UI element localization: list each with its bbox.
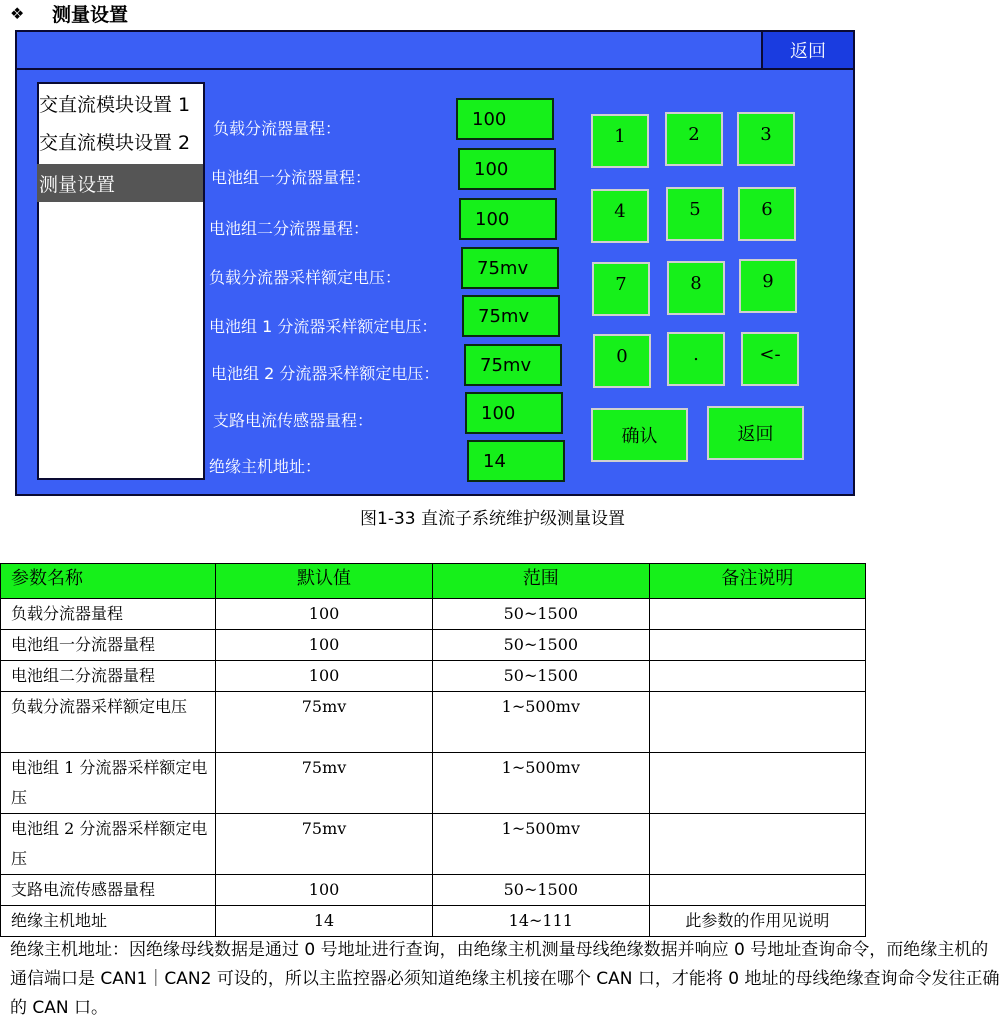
param-name: 负载分流器量程 xyxy=(1,599,216,630)
top-back-button[interactable]: 返回 xyxy=(761,32,853,70)
field-label-branch-current-sensor: 支路电流传感器量程： xyxy=(213,411,374,430)
figure-caption: 图1-33 直流子系统维护级测量设置 xyxy=(360,509,625,529)
param-default: 100 xyxy=(216,875,433,906)
param-default: 75mv xyxy=(216,814,433,875)
table-row xyxy=(1,661,866,692)
table-row xyxy=(1,753,866,814)
load-shunt-voltage-field[interactable]: 75mv xyxy=(461,247,559,289)
param-note xyxy=(649,661,865,692)
load-shunt-range-field[interactable]: 100 xyxy=(456,98,554,140)
battery1-shunt-range-field[interactable]: 100 xyxy=(458,148,556,190)
panel-top-bar xyxy=(17,32,853,70)
confirm-button[interactable]: 确认 xyxy=(591,408,688,462)
field-label-battery1-shunt-range: 电池组一分流器量程： xyxy=(211,168,372,187)
param-name: 电池组 2 分流器采样额定电压 xyxy=(1,814,216,875)
table-row xyxy=(1,814,866,875)
param-range: 1~500mv xyxy=(432,692,649,753)
settings-menu xyxy=(37,82,205,480)
hmi-panel xyxy=(15,30,855,496)
field-label-battery2-shunt-voltage: 电池组 2 分流器采样额定电压： xyxy=(211,364,440,383)
battery2-shunt-voltage-field[interactable]: 75mv xyxy=(464,344,562,386)
battery1-shunt-voltage-field[interactable]: 75mv xyxy=(462,295,560,337)
menu-item-measurement[interactable]: 测量设置 xyxy=(37,164,203,202)
header-note: 备注说明 xyxy=(649,564,865,599)
back-button[interactable]: 返回 xyxy=(707,406,804,460)
param-name: 电池组一分流器量程 xyxy=(1,630,216,661)
param-note xyxy=(649,630,865,661)
param-name: 电池组二分流器量程 xyxy=(1,661,216,692)
param-default: 100 xyxy=(216,661,433,692)
param-range: 14~111 xyxy=(432,906,649,937)
field-label-battery1-shunt-voltage: 电池组 1 分流器采样额定电压： xyxy=(209,317,438,336)
keypad-key-4[interactable]: 4 xyxy=(591,189,649,243)
menu-item-acdc-module-2[interactable]: 交直流模块设置 2 xyxy=(39,131,191,154)
param-note xyxy=(649,599,865,630)
keypad-key-1[interactable]: 1 xyxy=(591,114,649,168)
param-default: 75mv xyxy=(216,692,433,753)
keypad-key-5[interactable]: 5 xyxy=(666,187,724,241)
param-note xyxy=(649,692,865,753)
param-name: 负载分流器采样额定电压 xyxy=(1,692,216,753)
field-label-battery2-shunt-range: 电池组二分流器量程： xyxy=(209,219,370,238)
param-default: 100 xyxy=(216,630,433,661)
param-range: 50~1500 xyxy=(432,875,649,906)
param-name: 绝缘主机地址 xyxy=(1,906,216,937)
diamond-bullet-icon: ❖ xyxy=(10,3,25,23)
header-param-name: 参数名称 xyxy=(1,564,216,599)
param-range: 50~1500 xyxy=(432,630,649,661)
battery2-shunt-range-field[interactable]: 100 xyxy=(459,198,557,240)
keypad-key-3[interactable]: 3 xyxy=(737,112,795,166)
keypad-backspace-key[interactable]: <- xyxy=(741,332,799,386)
explanation-paragraph: 绝缘主机地址：因绝缘母线数据是通过 0 号地址进行查询，由绝缘主机测量母线绝缘数据并响应 0 号地址查询命令，而绝缘主机的通信端口是 CAN1｜CAN2 可设的，所以主监控器必须知道绝缘主机接在哪个 CAN 口，才能将 0 地址的母线绝缘查询命令发往正确的 CAN 口。 xyxy=(10,940,1000,1018)
param-range: 1~500mv xyxy=(432,753,649,814)
param-range: 1~500mv xyxy=(432,814,649,875)
field-label-load-shunt-voltage: 负载分流器采样额定电压： xyxy=(209,268,402,287)
table-row xyxy=(1,875,866,906)
section-heading xyxy=(10,0,128,26)
keypad-key-0[interactable]: 0 xyxy=(593,334,651,388)
param-name: 电池组 1 分流器采样额定电压 xyxy=(1,753,216,814)
table-row xyxy=(1,630,866,661)
field-label-insulation-host-address: 绝缘主机地址： xyxy=(209,457,322,476)
menu-item-acdc-module-1[interactable]: 交直流模块设置 1 xyxy=(39,93,191,116)
keypad-key-dot[interactable]: . xyxy=(667,332,725,386)
param-note xyxy=(649,753,865,814)
table-row xyxy=(1,906,866,937)
param-note xyxy=(649,875,865,906)
parameter-table xyxy=(0,563,866,937)
table-header-row xyxy=(1,564,866,599)
keypad-key-7[interactable]: 7 xyxy=(592,262,650,316)
keypad-key-9[interactable]: 9 xyxy=(739,259,797,313)
param-note xyxy=(649,814,865,875)
param-range: 50~1500 xyxy=(432,661,649,692)
table-row xyxy=(1,599,866,630)
keypad-key-2[interactable]: 2 xyxy=(665,112,723,166)
table-row xyxy=(1,692,866,753)
keypad-key-8[interactable]: 8 xyxy=(667,261,725,315)
section-title: 测量设置 xyxy=(52,3,129,26)
insulation-host-address-field[interactable]: 14 xyxy=(467,440,565,482)
branch-current-sensor-field[interactable]: 100 xyxy=(465,392,563,434)
param-range: 50~1500 xyxy=(432,599,649,630)
param-default: 14 xyxy=(216,906,433,937)
param-default: 100 xyxy=(216,599,433,630)
header-default-value: 默认值 xyxy=(216,564,433,599)
param-name: 支路电流传感器量程 xyxy=(1,875,216,906)
field-label-load-shunt-range: 负载分流器量程： xyxy=(213,119,342,138)
param-default: 75mv xyxy=(216,753,433,814)
keypad-key-6[interactable]: 6 xyxy=(738,187,796,241)
header-range: 范围 xyxy=(432,564,649,599)
param-note: 此参数的作用见说明 xyxy=(649,906,865,937)
